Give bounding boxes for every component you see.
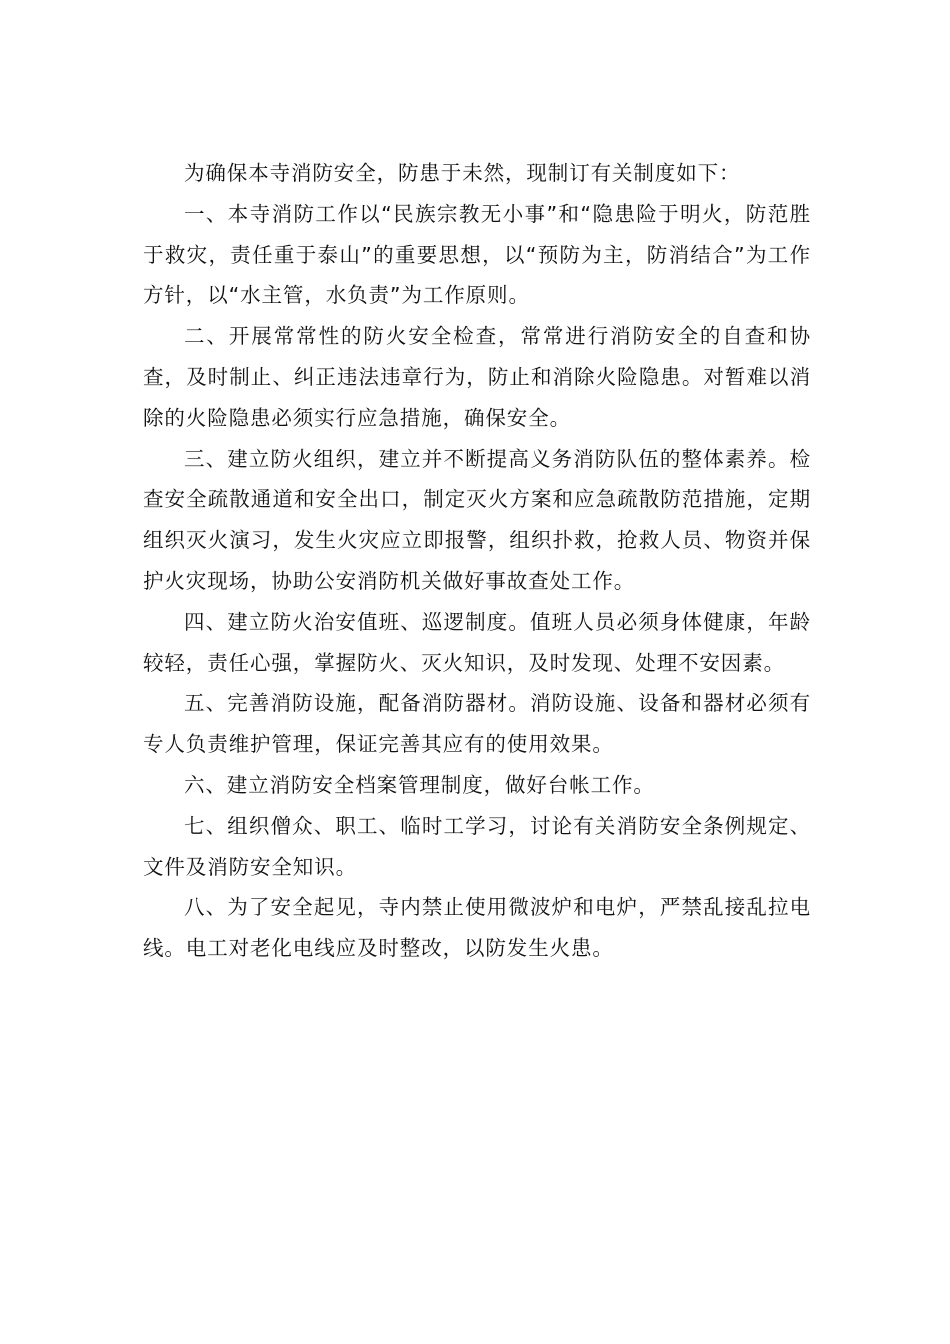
rule-paragraph-5: 五、完善消防设施，配备消防器材。消防设施、设备和器材必须有专人负责维护管理，保证完善其应有的使用效果。 — [143, 691, 811, 757]
rule-paragraph-6: 六、建立消防安全档案管理制度，做好台帐工作。 — [184, 772, 655, 797]
rule-paragraph-4: 四、建立防火治安值班、巡逻制度。值班人员必须身体健康，年龄较轻，责任心强，掌握防火、灭火知识，及时发现、处理不安因素。 — [143, 609, 811, 675]
rule-paragraph-3: 三、建立防火组织，建立并不断提高义务消防队伍的整体素养。检查安全疏散通道和安全出口，制定灭火方案和应急疏散防范措施，定期组织灭火演习，发生火灾应立即报警，组织扑救，抢救人员、物资并保护火灾现场，协助公安消防机关做好事故查处工作。 — [143, 446, 811, 593]
rule-paragraph-8: 八、为了安全起见，寺内禁止使用微波炉和电炉，严禁乱接乱拉电线。电工对老化电线应及时整改，以防发生火患。 — [143, 895, 811, 961]
document-body — [143, 153, 811, 969]
rule-paragraph-1: 一、本寺消防工作以“民族宗教无小事”和“隐患险于明火，防范胜于救灾，责任重于泰山”的重要思想，以“预防为主，防消结合”为工作方针，以“水主管，水负责”为工作原则。 — [143, 201, 811, 308]
rule-paragraph-2: 二、开展常常性的防火安全检查，常常进行消防安全的自查和协查，及时制止、纠正违法违章行为，防止和消除火险隐患。对暂难以消除的火险隐患必须实行应急措施，确保安全。 — [143, 324, 811, 430]
rule-paragraph-7: 七、组织僧众、职工、临时工学习，讨论有关消防安全条例规定、文件及消防安全知识。 — [143, 813, 811, 879]
intro-paragraph: 为确保本寺消防安全，防患于未然，现制订有关制度如下： — [184, 161, 741, 185]
